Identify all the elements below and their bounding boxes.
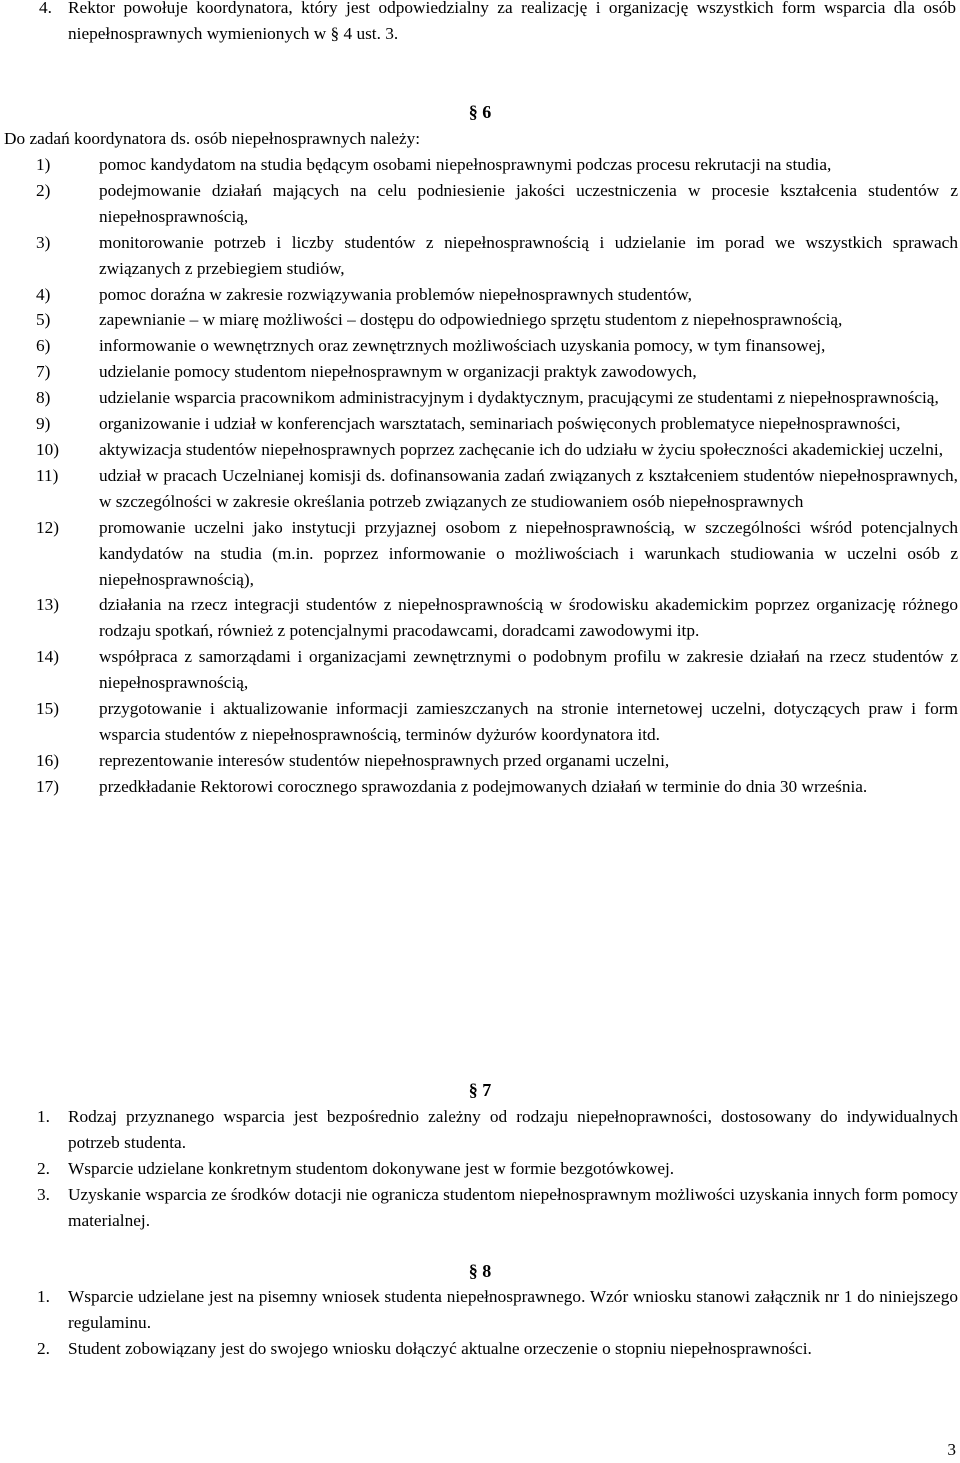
item-number: 14) [36, 647, 60, 667]
item-text: Uzyskanie wsparcia ze środków dotacji nie ogranicza studentom niepełnosprawnym możliwości uzyskania innych form pomocy materialnej. [68, 1184, 958, 1230]
item-text: aktywizacja studentów niepełnosprawnych poprzez zachęcanie ich do udziału w życiu społeczności akademickiej uczelni, [99, 439, 944, 459]
page-number: 3 [947, 1440, 956, 1459]
item-text: monitorowanie potrzeb i liczby studentów z niepełnosprawnością i udzielanie im porad we wszystkich sprawach związanych z przebiegiem studiów, [99, 232, 958, 278]
item-number: 1. [37, 1287, 50, 1306]
section-6-title: § 6 [468, 102, 492, 122]
item-number: 10) [36, 439, 60, 459]
section-8-title: § 8 [468, 1261, 492, 1281]
list-item [0, 463, 958, 515]
item-text: pomoc kandydatom na studia będącym osobami niepełnosprawnymi podczas procesu rekrutacji na studia, [99, 155, 832, 174]
item-text: działania na rzecz integracji studentów z niepełnosprawnością w środowisku akademickim poprzez organizację różnego rodzaju spotkań, również z potencjalnymi pracodawcami, doradcami zawodowymi itp. [99, 595, 958, 641]
section-6-list [0, 152, 958, 800]
item-number: 2. [37, 1338, 50, 1358]
item-text: zapewnianie – w miarę możliwości – dostępu do odpowiedniego sprzętu studentom z niepełnosprawnością, [99, 310, 843, 330]
item-number: 11) [36, 465, 59, 485]
item-number: 8) [36, 388, 51, 408]
item-text: organizowanie i udział w konferencjach warsztatach, seminariach poświęconych problematyce niepełnosprawności, [99, 414, 901, 434]
item-number: 15) [36, 699, 60, 719]
item-number: 13) [36, 595, 60, 615]
item-number: 1. [37, 1107, 50, 1126]
list-item [0, 696, 958, 748]
list-item [0, 1104, 958, 1156]
item-number: 2) [36, 180, 51, 200]
item-number: 9) [36, 414, 51, 434]
item-number: 4. [39, 0, 52, 17]
item-text: Student zobowiązany jest do swojego wniosku dołączyć aktualne orzeczenie o stopniu niepełnosprawności. [68, 1338, 812, 1358]
item-text: współpraca z samorządami i organizacjami zewnętrznymi o podobnym profilu w zakresie działań na rzecz studentów z niepełnosprawnością, [99, 647, 958, 693]
item-text: reprezentowanie interesów studentów niepełnosprawnych przed organami uczelni, [99, 750, 670, 770]
item-number: 17) [36, 776, 60, 796]
item-number: 3. [37, 1184, 50, 1204]
list-item [0, 748, 958, 774]
item-text: pomoc doraźna w zakresie rozwiązywania problemów niepełnosprawnych studentów, [99, 284, 692, 304]
item-number: 7) [36, 362, 51, 382]
list-item [0, 437, 958, 463]
list-item [0, 774, 958, 800]
list-item [0, 152, 958, 178]
list-item [0, 333, 958, 359]
item-text: Rektor powołuje koordynatora, który jest odpowiedzialny za realizację i organizację wszystkich form wsparcia dla osób niepełnosprawnych wymienionych w § 4 ust. 3. [68, 0, 956, 43]
list-item [0, 178, 958, 230]
item-text: przedkładanie Rektorowi corocznego sprawozdania z podejmowanych działań w terminie do dnia 30 września. [99, 776, 868, 796]
item-number: 6) [36, 336, 51, 356]
list-item [0, 515, 958, 593]
item-number: 16) [36, 750, 60, 770]
list-item [0, 1156, 958, 1182]
item-number: 5) [36, 310, 51, 330]
list-item [0, 1284, 958, 1336]
top-list-item [0, 0, 958, 47]
list-item [0, 644, 958, 696]
section-8-list [0, 1284, 958, 1362]
list-item [0, 385, 958, 411]
section-6-intro: Do zadań koordynatora ds. osób niepełnosprawnych należy: [4, 129, 421, 148]
item-text: promowanie uczelni jako instytucji przyjaznej osobom z niepełnosprawnością, w szczególności wśród potencjalnych kandydatów na studia (m.in. poprzez informowanie o możliwościach i warunkach studiowania w uczelni osób z niepełnosprawnością), [99, 517, 958, 589]
item-text: przygotowanie i aktualizowanie informacji zamieszczanych na stronie internetowej uczelni, dotyczących praw i form wsparcia studentów z niepełnosprawnością, terminów dyżurów koordynatora itd. [99, 699, 958, 744]
list-item [0, 282, 958, 308]
list-item [0, 411, 958, 437]
item-number: 3) [36, 232, 51, 252]
list-item [0, 592, 958, 644]
item-text: udział w pracach Uczelnianej komisji ds. dofinansowania zadań związanych z kształceniem studentów niepełnosprawnych, w szczególności w zakresie określania potrzeb związanych ze studiowaniem osób niepełnosprawnych [99, 465, 958, 511]
item-number: 2. [37, 1158, 50, 1178]
list-item [0, 230, 958, 282]
item-text: Wsparcie udzielane konkretnym studentom dokonywane jest w formie bezgotówkowej. [68, 1158, 675, 1178]
list-item [0, 1182, 958, 1234]
item-text: udzielanie pomocy studentom niepełnosprawnym w organizacji praktyk zawodowych, [99, 362, 697, 382]
list-item [0, 307, 958, 333]
item-number: 1) [36, 155, 51, 174]
item-text: informowanie o wewnętrznych oraz zewnętrznych możliwościach uzyskania pomocy, w tym finansowej, [99, 336, 826, 356]
list-item [0, 359, 958, 385]
item-number: 4) [36, 284, 51, 304]
section-7-list [0, 1104, 958, 1234]
item-text: Rodzaj przyznanego wsparcia jest bezpośrednio zależny od rodzaju niepełnoprawności, dostosowany do indywidualnych potrzeb studenta. [68, 1107, 958, 1152]
item-text: podejmowanie działań mających na celu podniesienie jakości uczestniczenia w procesie kształcenia studentów z niepełnosprawnością, [99, 180, 958, 226]
item-text: udzielanie wsparcia pracownikom administracyjnym i dydaktycznym, pracującymi ze studentami z niepełnosprawnością, [99, 388, 939, 408]
section-7-title: § 7 [468, 1080, 492, 1100]
item-text: Wsparcie udzielane jest na pisemny wniosek studenta niepełnosprawnego. Wzór wniosku stanowi załącznik nr 1 do niniejszego regulaminu. [68, 1287, 958, 1332]
item-number: 12) [36, 517, 60, 537]
list-item [0, 1336, 958, 1362]
